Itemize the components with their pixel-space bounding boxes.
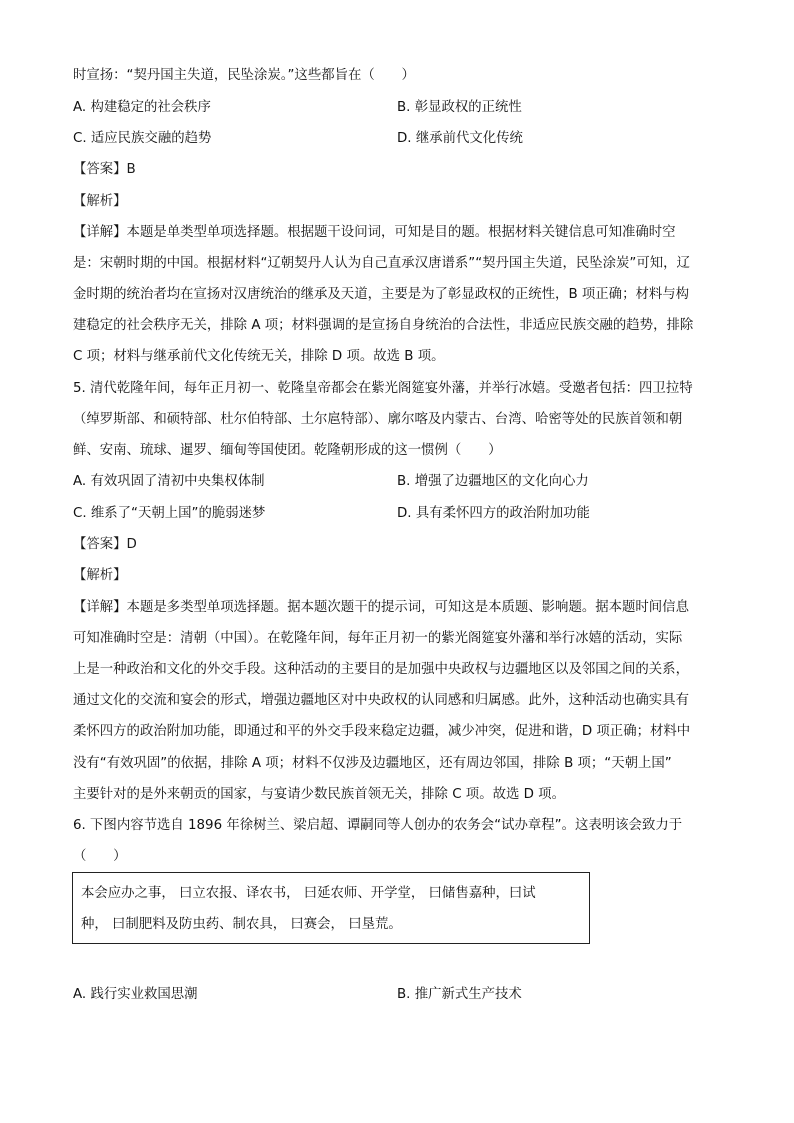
q5-detail-line: 【详解】本题是多类型单项选择题。据本题次题干的提示词，可知这是本质题、影响题。据本题时间信息: [73, 600, 689, 615]
q5-detail-line: 柔怀四方的政治附加功能，即通过和平的外交手段来稳定边疆，减少冲突，促进和谐，D 项正确；材料中: [73, 724, 691, 739]
q5-analysis-label: 【解析】: [73, 568, 127, 583]
q5-detail-line: 没有“有效巩固”的依据，排除 A 项；材料不仅涉及边疆地区，还有周边邻国，排除 B 项；“天朝上国”: [73, 756, 672, 771]
q5-detail-line: 可知准确时空是：清朝（中国）。在乾隆年间，每年正月初一的紫光阁筵宴外藩和举行冰嬉的活动，实际: [73, 631, 683, 646]
q6-option-b: B. 推广新式生产技术: [397, 987, 522, 1002]
q4-analysis-label: 【解析】: [73, 194, 127, 209]
q5-stem-line: （绰罗斯部、和硕特部、杜尔伯特部、土尔扈特部）、廓尔喀及内蒙古、台湾、哈密等处的民族首领和朝: [73, 412, 683, 427]
q6-option-a: A. 践行实业救国思潮: [73, 987, 198, 1002]
q4-option-c: C. 适应民族交融的趋势: [73, 131, 212, 146]
q6-excerpt-line: 种， 曰制肥料及防虫药、制农具， 曰赛会， 曰垦荒。: [81, 917, 402, 932]
q5-detail-line: 上是一种政治和文化的外交手段。这种活动的主要目的是加强中央政权与边疆地区以及邻国之间的关系，: [73, 662, 689, 677]
q4-detail-line: 建稳定的社会秩序无关，排除 A 项；材料强调的是宣扬自身统治的合法性，非适应民族交融的趋势，排除: [73, 318, 694, 333]
q4-detail-line: C 项；材料与继承前代文化传统无关，排除 D 项。故选 B 项。: [73, 349, 445, 364]
q5-option-c: C. 维系了“天朝上国”的脆弱迷梦: [73, 506, 266, 521]
q5-answer: 【答案】D: [73, 537, 137, 552]
q5-option-d: D. 具有柔怀四方的政治附加功能: [397, 506, 590, 521]
q4-option-a: A. 构建稳定的社会秩序: [73, 100, 211, 115]
q4-stem: 时宣扬：“契丹国主失道，民坠涂炭。”这些都旨在（ ）: [73, 68, 415, 83]
q6-excerpt-line: 本会应办之事， 曰立农报、译农书， 曰延农师、开学堂， 曰储售嘉种，曰试: [81, 886, 536, 901]
q4-option-b: B. 彰显政权的正统性: [397, 100, 522, 115]
q5-detail-line: 主要针对的是外来朝贡的国家，与宴请少数民族首领无关，排除 C 项。故选 D 项。: [73, 787, 565, 802]
q4-answer: 【答案】B: [73, 162, 136, 177]
q5-stem-line: 5. 清代乾隆年间，每年正月初一、乾隆皇帝都会在紫光阁筵宴外藩，并举行冰嬉。受邀者包括：四卫拉特: [73, 381, 693, 396]
q5-stem-line: 鲜、安南、琉球、暹罗、缅甸等国使团。乾隆朝形成的这一惯例（ ）: [73, 443, 502, 458]
q5-option-b: B. 增强了边疆地区的文化向心力: [397, 474, 589, 489]
q6-excerpt-box: [72, 872, 590, 944]
q6-stem-line: （ ）: [73, 849, 127, 864]
q4-detail-line: 金时期的统治者均在宣扬对汉唐统治的继承及天道，主要是为了彰显政权的正统性，B 项正确；材料与构: [73, 287, 690, 302]
q5-option-a: A. 有效巩固了清初中央集权体制: [73, 474, 265, 489]
q4-option-d: D. 继承前代文化传统: [397, 131, 523, 146]
q5-detail-line: 通过文化的交流和宴会的形式，增强边疆地区对中央政权的认同感和归属感。此外，这种活动也确实具有: [73, 693, 689, 708]
q4-detail-line: 是：宋朝时期的中国。根据材料“辽朝契丹人认为自己直承汉唐谱系”“契丹国主失道，民坠涂炭”可知，辽: [73, 256, 690, 271]
q4-detail-line: 【详解】本题是单类型单项选择题。根据题干设问词，可知是目的题。根据材料关键信息可知准确时空: [73, 225, 676, 240]
q6-stem-line: 6. 下图内容节选自 1896 年徐树兰、梁启超、谭嗣同等人创办的农务会“试办章程”。这表明该会致力于: [73, 818, 683, 833]
